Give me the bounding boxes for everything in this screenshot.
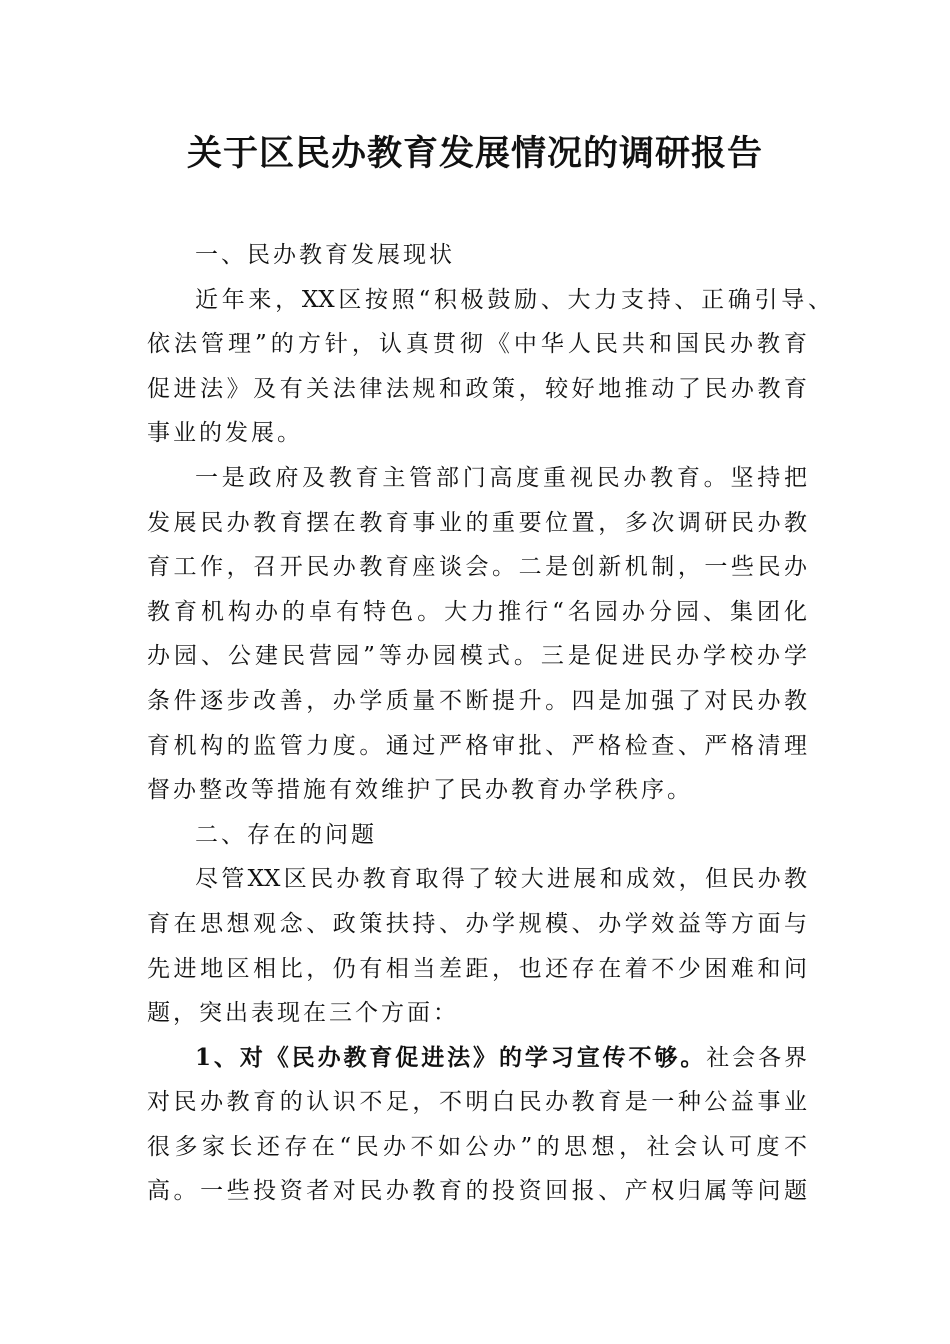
paragraph-line: 事业的发展。: [147, 420, 303, 447]
paragraph-line: 育机构的监管力度。通过严格审批、严格检查、严格清理: [147, 732, 807, 759]
paragraph-line: 高。一些投资者对民办教育的投资回报、产权归属等问题: [147, 1178, 807, 1205]
paragraph-line: 条件逐步改善，办学质量不断提升。四是加强了对民办教: [147, 687, 807, 714]
paragraph-line: 很多家长还存在“民办不如公办”的思想，社会认可度不: [147, 1133, 807, 1160]
paragraph-line: 依法管理”的方针，认真贯彻《中华人民共和国民办教育: [147, 331, 807, 358]
paragraph-line: 办园、公建民营园”等办园模式。三是促进民办学校办学: [147, 643, 807, 670]
paragraph-line: 育在思想观念、政策扶持、办学规模、办学效益等方面与: [147, 910, 807, 937]
paragraph-line: 发展民办教育摆在教育事业的重要位置，多次调研民办教: [147, 509, 807, 536]
paragraph-line: 对民办教育的认识不足，不明白民办教育是一种公益事业: [147, 1089, 807, 1116]
paragraph-line: 题，突出表现在三个方面：: [147, 1000, 459, 1027]
section-heading: 二、存在的问题: [195, 821, 377, 848]
paragraph-line: 育工作，召开民办教育座谈会。二是创新机制，一些民办: [147, 554, 807, 581]
paragraph-line: 促进法》及有关法律法规和政策，较好地推动了民办教育: [147, 375, 807, 402]
paragraph-line: 教育机构办的卓有特色。大力推行“名园办分园、集团化: [147, 598, 807, 625]
paragraph-line: [147, 1036, 807, 1081]
paragraph-line: 近年来，XX区按照“积极鼓励、大力支持、正确引导、: [195, 286, 831, 313]
paragraph-line: 督办整改等措施有效维护了民办教育办学秩序。: [147, 777, 693, 804]
paragraph-line: 先进地区相比，仍有相当差距，也还存在着不少困难和问: [147, 955, 807, 982]
document-body: [147, 233, 831, 1214]
paragraph-line: 一是政府及教育主管部门高度重视民办教育。坚持把: [195, 464, 807, 491]
bold-subheading: 1、对《民办教育促进法》的学习宣传不够。: [195, 1043, 707, 1071]
paragraph-text: 社会各界: [706, 1044, 808, 1071]
paragraph-line: 尽管XX区民办教育取得了较大进展和成效，但民办教: [195, 866, 807, 893]
section-heading: 一、民办教育发展现状: [195, 242, 455, 268]
document-title: 关于区民办教育发展情况的调研报告: [186, 133, 763, 174]
